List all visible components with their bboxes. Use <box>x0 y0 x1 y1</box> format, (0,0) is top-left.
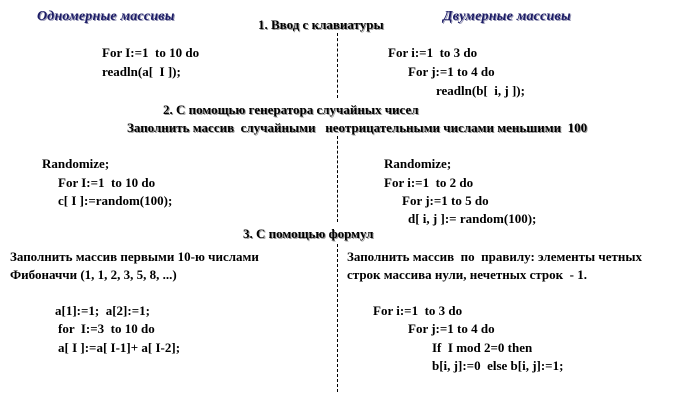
column-divider <box>337 33 338 98</box>
code-line: For j:=1 to 4 do <box>408 321 495 336</box>
code-line: For i:=1 to 2 do <box>384 175 474 190</box>
column-divider <box>337 136 338 222</box>
section-title-keyboard-input: 1. Ввод с клавиатуры <box>258 17 384 32</box>
code-line: a[ I ]:=a[ I-1]+ a[ I-2]; <box>58 340 181 355</box>
code-line: a[1]:=1; a[2]:=1; <box>55 303 150 318</box>
code-line: For i:=1 to 3 do <box>373 303 463 318</box>
header-one-dimensional: Одномерные массивы <box>37 9 175 24</box>
column-divider <box>337 244 338 392</box>
code-line: c[ I ]:=random(100); <box>58 193 173 208</box>
description-line: Фибоначчи (1, 1, 2, 3, 5, 8, ...) <box>10 267 177 282</box>
section-title-formulas: 3. С помощью формул <box>243 226 374 241</box>
code-line: Randomize; <box>42 156 110 171</box>
code-line: For j:=1 to 4 do <box>408 64 495 79</box>
header-two-dimensional: Двумерные массивы <box>443 9 571 24</box>
code-line: For j:=1 to 5 do <box>402 193 489 208</box>
section-title-random-generator: 2. С помощью генератора случайных чисел <box>163 102 419 117</box>
description-line: Заполнить массив первыми 10-ю числами <box>10 249 259 264</box>
description-line: Заполнить массив по правилу: элементы четных <box>347 249 643 264</box>
code-line: for I:=3 to 10 do <box>58 321 155 336</box>
code-line: d[ i, j ]:= random(100); <box>408 211 537 226</box>
description-line: строк массива нули, нечетных строк - 1. <box>347 267 587 282</box>
code-line: b[i, j]:=0 else b[i, j]:=1; <box>432 358 564 373</box>
code-line: For I:=1 to 10 do <box>58 175 156 190</box>
code-line: readln(b[ i, j ]); <box>436 83 525 98</box>
code-line: If I mod 2=0 then <box>432 340 533 355</box>
code-line: readln(a[ I ]); <box>102 64 181 79</box>
section-subtitle-random: Заполнить массив случайными неотрицательными числами меньшими 100 <box>127 120 588 135</box>
code-line: For i:=1 to 3 do <box>388 45 478 60</box>
code-line: For I:=1 to 10 do <box>102 45 200 60</box>
code-line: Randomize; <box>384 156 452 171</box>
